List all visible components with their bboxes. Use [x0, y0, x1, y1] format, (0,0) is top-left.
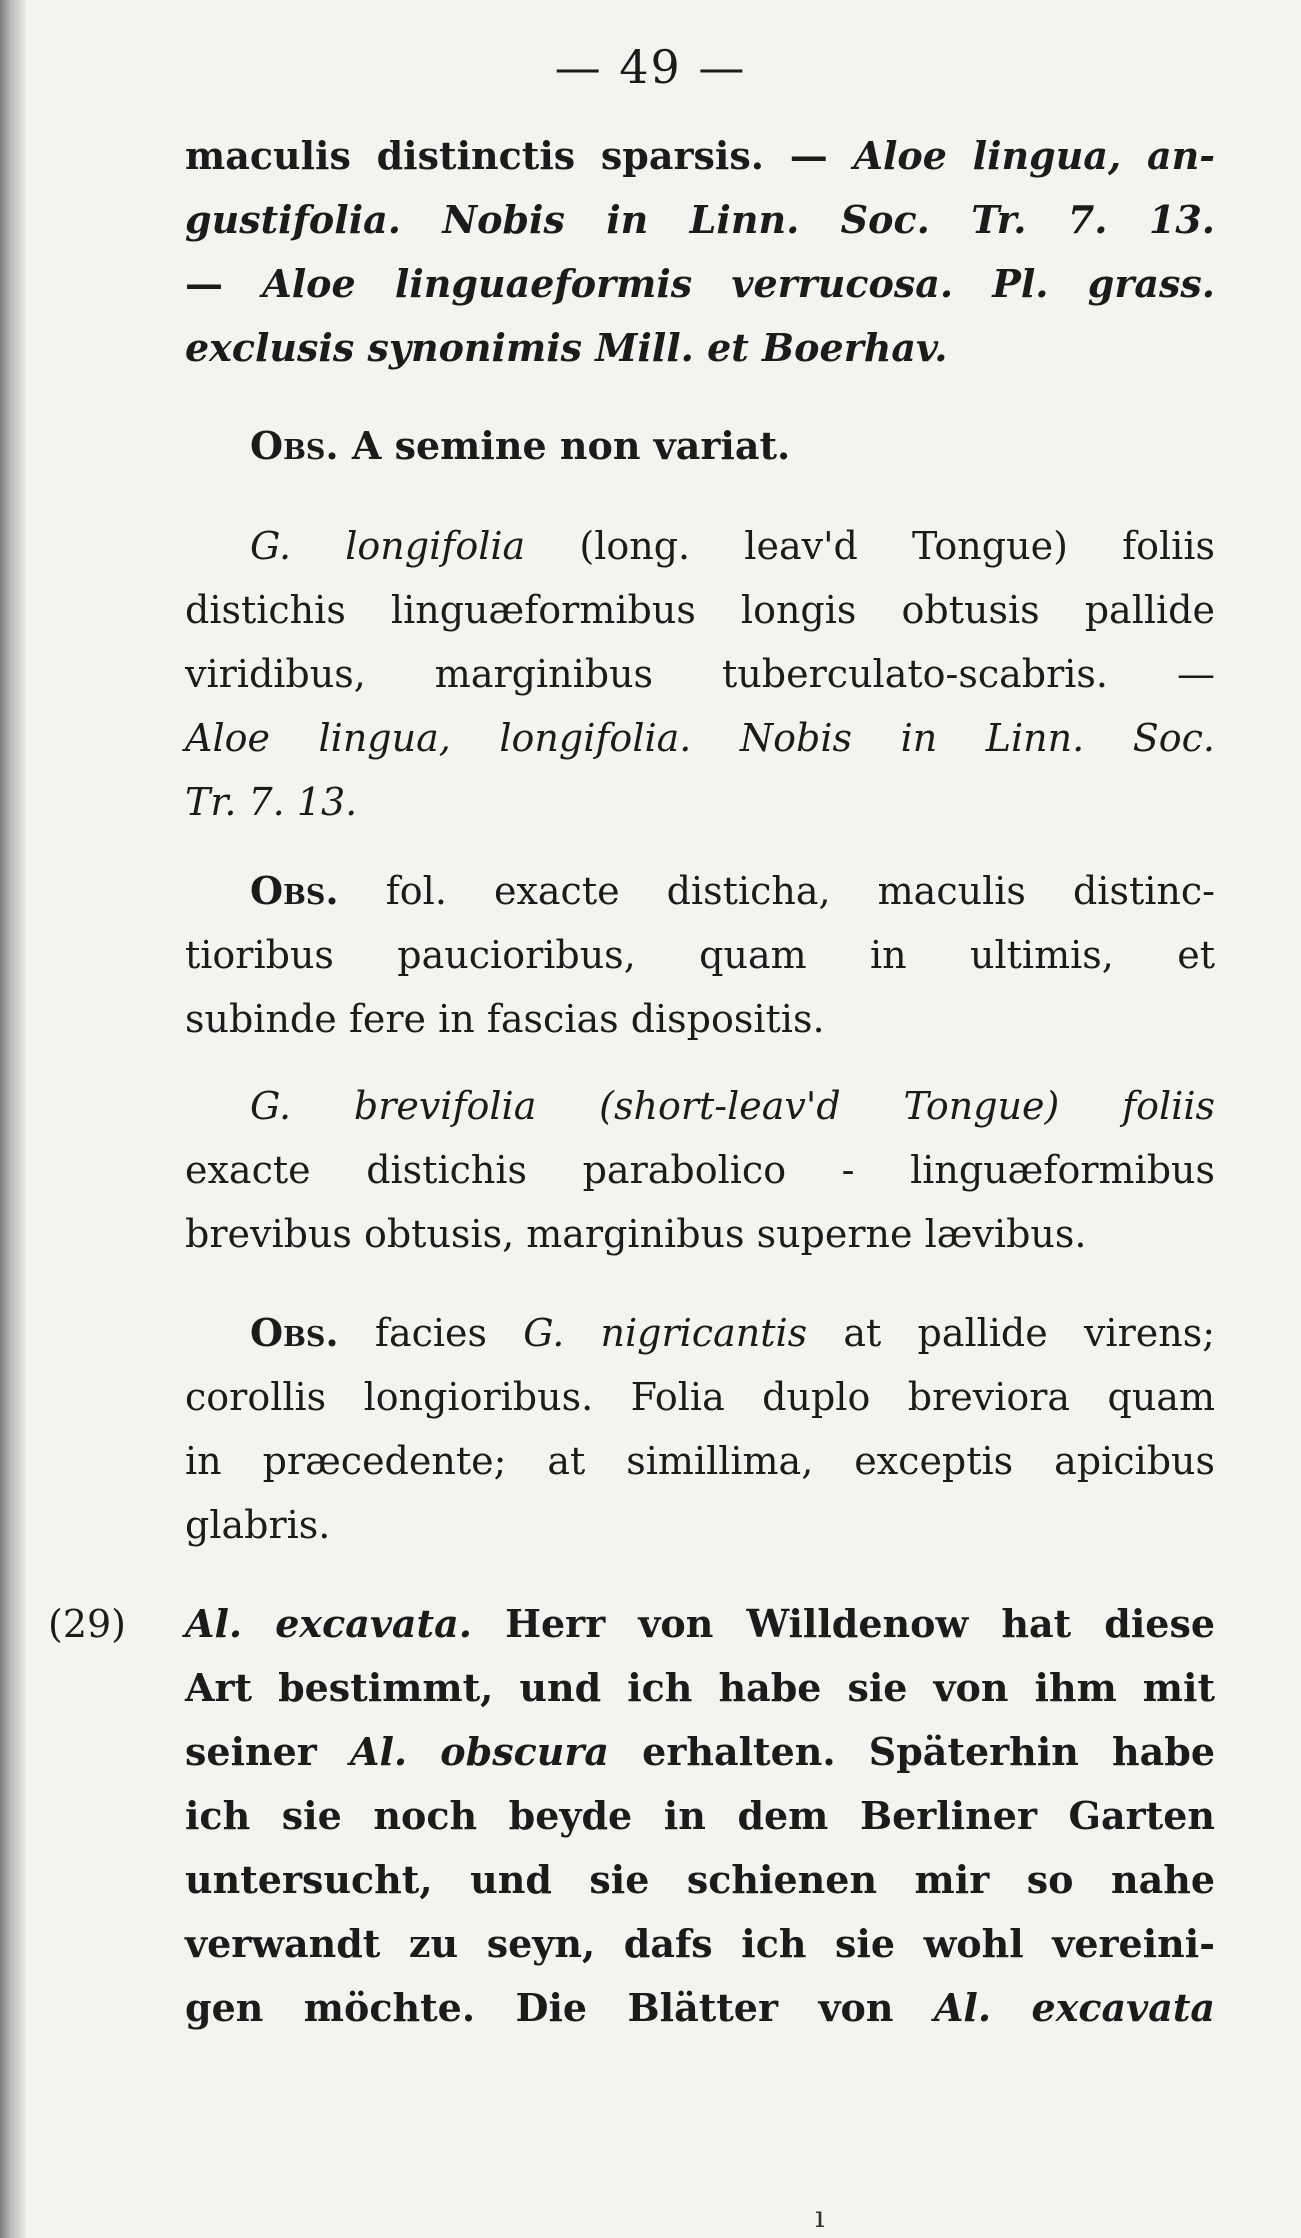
text-line: brevibus obtusis, marginibus superne lævibus.: [185, 1212, 1087, 1256]
text-line: Aloe lingua, longifolia. Nobis in Linn. Soc.: [185, 716, 1215, 760]
text-line: seiner Al. obscura erhalten. Späterhin habe: [185, 1729, 1215, 1774]
text-line: Obs. fol. exacte disticha, maculis distinc-: [250, 868, 1215, 913]
text-line: in præcedente; at simillima, exceptis apicibus: [185, 1439, 1215, 1483]
page-binding-shadow: [0, 0, 26, 2238]
text-line: Obs. A semine non variat.: [250, 423, 791, 468]
text-line: tioribus paucioribus, quam in ultimis, et: [185, 933, 1215, 977]
text-line: G. brevifolia (short-leav'd Tongue) foliis: [250, 1084, 1215, 1128]
text-line: exacte distichis parabolico - linguæformibus: [185, 1148, 1215, 1192]
text-line: gustifolia. Nobis in Linn. Soc. Tr. 7. 13.: [185, 197, 1215, 242]
species-name: G. longifolia: [250, 524, 526, 568]
text-line: subinde fere in fascias dispositis.: [185, 997, 825, 1041]
text-line: glabris.: [185, 1503, 331, 1547]
text-line: Al. excavata. Herr von Willdenow hat diese: [185, 1601, 1216, 1646]
text-line: ich sie noch beyde in dem Berliner Garten: [185, 1793, 1215, 1838]
text-line: maculis distinctis sparsis. — Aloe lingua, an-: [185, 133, 1215, 178]
text-line: Art bestimmt, und ich habe sie von ihm mit: [185, 1665, 1215, 1710]
text-line: viridibus, marginibus tuberculato-scabris. —: [185, 652, 1215, 696]
text-line: verwandt zu seyn, dafs ich sie wohl vereini-: [185, 1921, 1215, 1966]
stray-ink-mark: ı: [815, 2200, 825, 2235]
text-line: untersucht, und sie schienen mir so nahe: [185, 1857, 1215, 1902]
text-line: Tr. 7. 13.: [185, 780, 358, 824]
text-line: G. longifolia (long. leav'd Tongue) foliis: [250, 524, 1215, 568]
text-line: Obs. facies G. nigricantis at pallide virens;: [250, 1310, 1215, 1355]
text-line: — Aloe linguaeformis verrucosa. Pl. grass.: [185, 261, 1216, 306]
note-number: (29): [48, 1602, 127, 1646]
text-line: exclusis synonimis Mill. et Boerhav.: [185, 325, 948, 370]
species-name: G. brevifolia: [250, 1084, 537, 1128]
page-number: — 49 —: [554, 40, 747, 94]
text-line: gen möchte. Die Blätter von Al. excavata: [185, 1985, 1215, 2030]
text-line: corollis longioribus. Folia duplo breviora quam: [185, 1375, 1215, 1419]
text-line: distichis linguæformibus longis obtusis pallide: [185, 588, 1215, 632]
